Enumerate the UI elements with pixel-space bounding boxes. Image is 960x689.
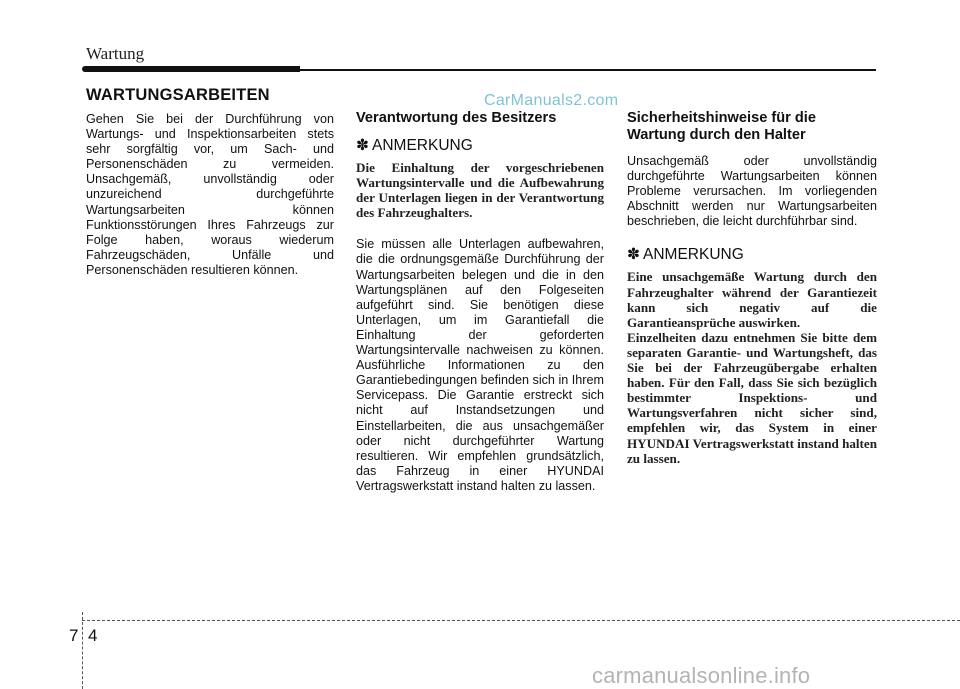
note-heading [627,246,877,264]
note-heading [356,137,604,155]
page-number: 4 [88,626,98,645]
section-title: WARTUNGSARBEITEN [86,86,270,104]
column-1 [86,112,334,278]
note-text: Die Einhaltung der vorgeschriebenen Wartungsintervalle und die Aufbewahrung der Unterlagen liegen in der Verantwortung des Fahrzeughalters. [356,160,604,221]
note-text-1: Eine unsachgemäße Wartung durch den Fahrzeughalter während der Garantiezeit kann sich negativ auf die Garantieansprüche auswirken. [627,269,877,330]
note-heading-label: ANMERKUNG [643,246,744,264]
owner-responsibility-heading: Verantwortung des Besitzers [356,110,557,126]
chapter-number: 7 [69,626,79,645]
note-heading-label: ANMERKUNG [372,137,473,154]
footer-divider [82,620,960,621]
column-3 [627,110,877,466]
watermark-top: CarManuals2.com [484,92,619,109]
asterisk-icon: ✽ [356,137,369,154]
owner-responsibility-paragraph: Sie müssen alle Unterlagen aufbewahren, die die ordnungsgemäße Durchführung der Wartungsarbeiten belegen und die in den Wartungsplänen auf den Folgeseiten aufgeführt sind. Sie benötigen diese Unterlagen, um im Garantiefall die Einhaltung der geforderten Wartungsintervalle nachweisen zu können. Ausführliche Informationen zu den Garantiebedingungen befinden sich in Ihrem Servicepass. Die Garantie erstreckt sich nicht auf Instandsetzungen und Einstellarbeiten, die aus unsachgemäßer oder nicht durchgeführter Wartung resultieren. Wir empfehlen grundsätzlich, das Fahrzeug in einer HYUNDAI Vertragswerkstatt instand halten zu lassen. [356,237,604,493]
footer-vertical-divider [82,612,83,689]
intro-paragraph: Gehen Sie bei der Durchführung von Wartungs- und Inspektionsarbeiten stets sehr sorgfältig vor, um Sach- und Personenschäden zu vermeiden. Unsachgemäß, unvollständig oder unzureichend durchgeführte Wartungsarbeiten können Funktionsstörungen Ihres Fahrzeugs zur Folge haben, woraus wiederum Fahrzeugschäden, Unfälle und Personenschäden resultieren können. [86,112,334,277]
note-text-2: Einzelheiten dazu entnehmen Sie bitte dem separaten Garantie- und Wartungsheft, das Sie bei der Fahrzeugübergabe erhalten haben. Für den Fall, dass Sie sich bezüglich bestimmter Inspektions- und Wartungsverfahren nicht sicher sind, empfehlen wir, das System in einer HYUNDAI Vertragswerkstatt instand halten zu lassen. [627,329,877,466]
safety-notes-paragraph: Unsachgemäß oder unvollständig durchgeführte Wartungsarbeiten können Probleme verursachen. Im vorliegenden Abschnitt werden nur Wartungsarbeiten beschrieben, die leicht durchführbar sind. [627,154,877,229]
header-title: Wartung [86,44,145,63]
safety-notes-heading: Sicherheitshinweise für die Wartung durch den Halter [627,110,816,143]
column-2 [356,110,604,494]
asterisk-icon: ✽ [627,246,640,264]
header-divider-thick [82,66,300,72]
watermark-bottom: carmanualsonline.info [592,663,811,688]
header-divider-thin [300,69,876,71]
